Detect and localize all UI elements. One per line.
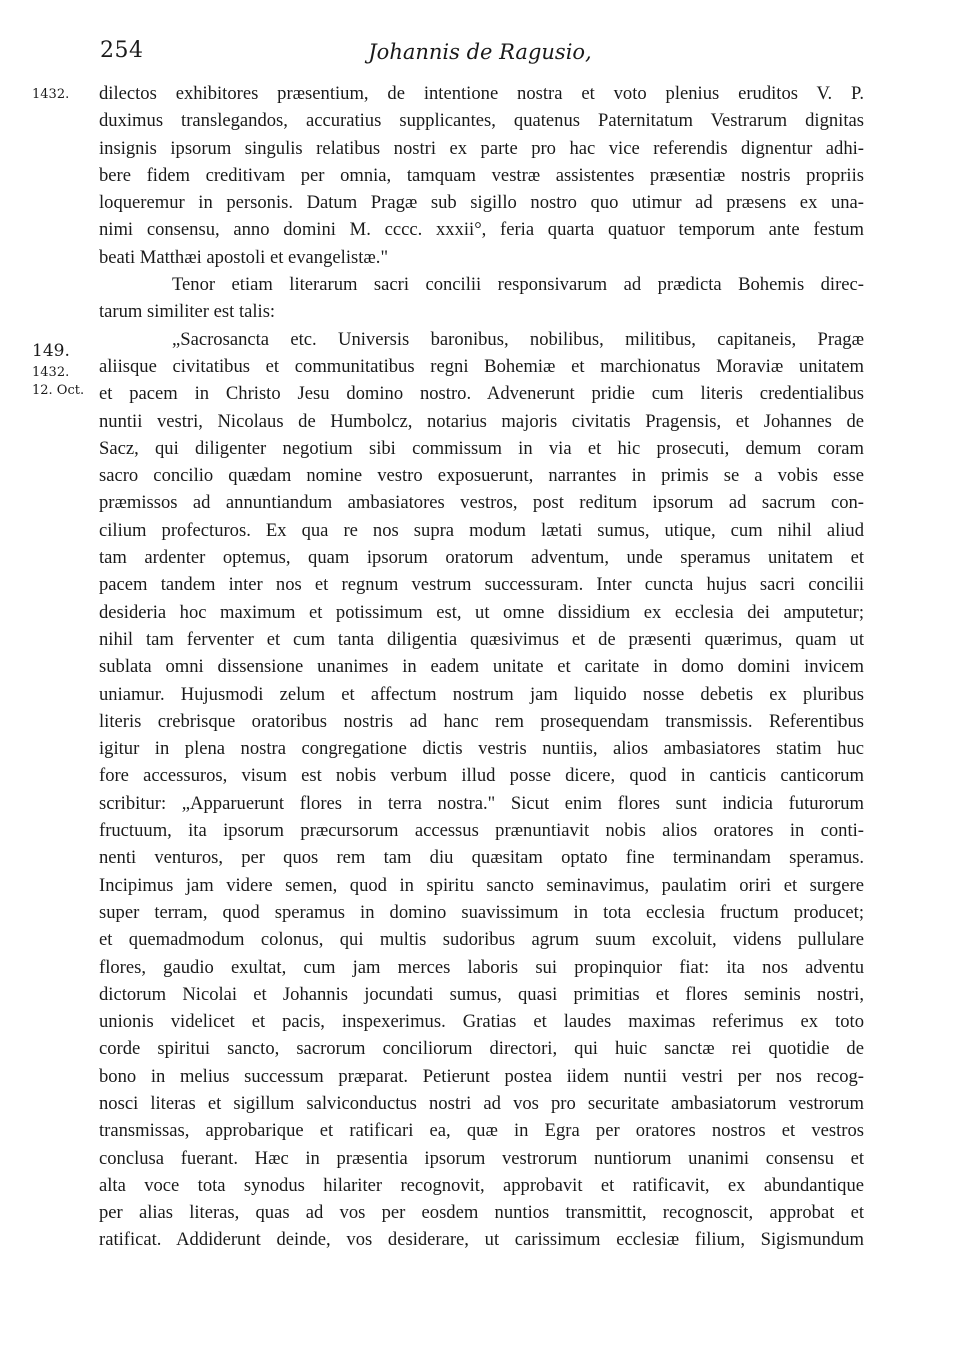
- text-line: dictorum Nicolai et Johannis jocundati sumus, quasi primitias et flores seminis nostri,: [99, 983, 864, 1005]
- text-line: nihil tam ferventer et cum tanta diligentia quæsivimus et de præsenti quærimus, quam ut: [99, 628, 864, 650]
- text-line: nimi consensu, anno domini M. cccc. xxxii°, feria quarta quatuor temporum ante festum: [99, 219, 864, 241]
- text-line: dilectos exhibitores præsentium, de intentione nostra et voto plenius eruditos V. P.: [99, 83, 864, 104]
- text-line: uniamur. Hujusmodi zelum et affectum nostrum jam liquido nosse debetis ex pluribus: [99, 683, 864, 705]
- text-line: Tenor etiam literarum sacri concilii responsivarum ad prædicta Bohemis direc-: [172, 274, 864, 296]
- text-line: duximus translegandos, accuratius supplicantes, quatenus Paternitatum Vestrarum dignitas: [99, 110, 864, 132]
- text-line: et quemadmodum colonus, qui multis sudoribus agrum suum excoluit, videns pullulare: [99, 929, 864, 951]
- text-line: nenti venturos, per quos rem tam diu quæsitam optato fine terminandam speramus.: [99, 847, 864, 869]
- text-line: bono in melius successum præparat. Petierunt postea iidem nuntii vestri per nos recog-: [99, 1065, 864, 1087]
- text-line: et pacem in Christo Jesu domino nostro. Advenerunt pridie cum literis credentialibus: [99, 383, 864, 405]
- body-text: [99, 80, 864, 1254]
- text-line: cilium profecturos. Ex qua re nos supra modum lætati sumus, utique, cum nihil aliud: [99, 519, 864, 541]
- text-line: tarum similiter est talis:: [99, 301, 276, 323]
- text-line: fore accessuros, visum est nobis verbum illud posse dicere, quod in canticis canticorum: [99, 765, 864, 787]
- text-line: beati Matthæi apostoli et evangelistæ.": [99, 246, 389, 268]
- text-line: „Sacrosancta etc. Universis baronibus, nobilibus, militibus, capitaneis, Pragæ: [172, 328, 864, 350]
- text-line: insignis ipsorum singulis relatibus nostri ex parte pro hac vice referendis dignentur adhi-: [99, 137, 864, 159]
- margin-doc-date: 12. Oct.: [32, 383, 85, 398]
- page-number: 254: [100, 38, 144, 63]
- margin-doc-number: 149.: [32, 341, 70, 361]
- text-line: Sacz, qui diligenter negotium sibi commissum in via et hic prosecuti, demum coram: [99, 437, 864, 459]
- text-line: sublata omni dissensione unanimes in eadem unitate et caritate in domo domini invicem: [99, 656, 864, 678]
- text-line: fructuum, ita ipsorum præcursorum accessus prænuntiavit nobis alios oratores in conti-: [99, 820, 864, 842]
- text-line: per alias literas, quas ad vos per eosdem nuntios transmittit, recognoscit, approbat et: [99, 1202, 864, 1224]
- text-line: sacro concilio quædam nomine vestro exposuerunt, narrantes in primis se a vobis esse: [99, 465, 864, 487]
- text-line: aliisque civitatibus et communitatibus regni Bohemiæ et marchionatus Moraviæ unitatem: [99, 355, 864, 377]
- text-line: corde spiritui sancto, sacrorum conciliorum directori, qui huic sanctæ rei quotidie de: [99, 1038, 864, 1060]
- text-line: Incipimus jam videre semen, quod in spiritu sancto seminavimus, paulatim oriri et surgere: [99, 874, 864, 896]
- text-line: igitur in plena nostra congregatione dictis vestris nuntiis, alios ambasiatores statim huc: [99, 738, 864, 760]
- margin-document-note: [0, 340, 95, 400]
- text-line: super terram, quod speramus in domino suavissimum in tota ecclesia fructum producet;: [99, 901, 864, 923]
- text-line: bere fidem creditivam per omnia, tamquam vestræ assistentes præsentiæ nostris propriis: [99, 164, 864, 186]
- text-line: scribitur: „Apparuerunt flores in terra nostra." Sicut enim flores sunt indicia futurorum: [99, 792, 864, 814]
- text-line: tam ardenter optemus, quam ipsorum oratorum adventum, unde speramus unitatem et: [99, 547, 864, 569]
- text-line: flores, gaudio exultat, cum jam merces laboris sui propinquior fiat: ita nos adventu: [99, 956, 864, 978]
- text-line: ratificat. Addiderunt deinde, vos desiderare, ut carissimum ecclesiæ filium, Sigismundum: [99, 1229, 864, 1251]
- text-line: transmissas, approbarique et ratificari ea, quæ in Egra per oratores nostros et vestros: [99, 1120, 864, 1142]
- text-line: pacem tandem inter nos et regnum vestrum successuram. Inter cuncta hujus sacri concilii: [99, 574, 864, 596]
- text-line: unionis videlicet et pacis, inspexerimus. Gratias et laudes maximas referimus ex toto: [99, 1011, 864, 1033]
- margin-year-top: 1432.: [32, 87, 70, 102]
- text-line: nuntii vestri, Nicolaus de Humbolcz, notarius majoris civitatis Pragensis, et Johannes de: [99, 410, 864, 432]
- text-line: præmissos ad annuntiandum ambasiatores vestros, post reditum ipsorum ad sacrum con-: [99, 492, 864, 514]
- text-line: conclusa fuerant. Hæc in præsentia ipsorum vestrorum nuntiorum unanimi consensu et: [99, 1147, 864, 1169]
- text-line: alta voce tota synodus hilariter recognovit, approbavit et ratificavit, ex abundantique: [99, 1174, 864, 1196]
- text-line: loqueremur in personis. Datum Pragæ sub sigillo nostro quo utimur ad præsens ex una-: [99, 192, 864, 214]
- running-title: Johannis de Ragusio,: [368, 40, 592, 64]
- text-line: literis crebrisque oratoribus nostris ad hanc rem prosequendam transmissis. Referentibus: [99, 710, 864, 732]
- text-line: desideria hoc maximum et potissimum est, ut omne dissidium ex ecclesia dei amputetur;: [99, 601, 864, 623]
- text-line: nosci literas et sigillum salviconductus nostri ad vos pro securitate ambasiatorum vestrorum: [99, 1092, 864, 1114]
- margin-doc-year: 1432.: [32, 365, 70, 380]
